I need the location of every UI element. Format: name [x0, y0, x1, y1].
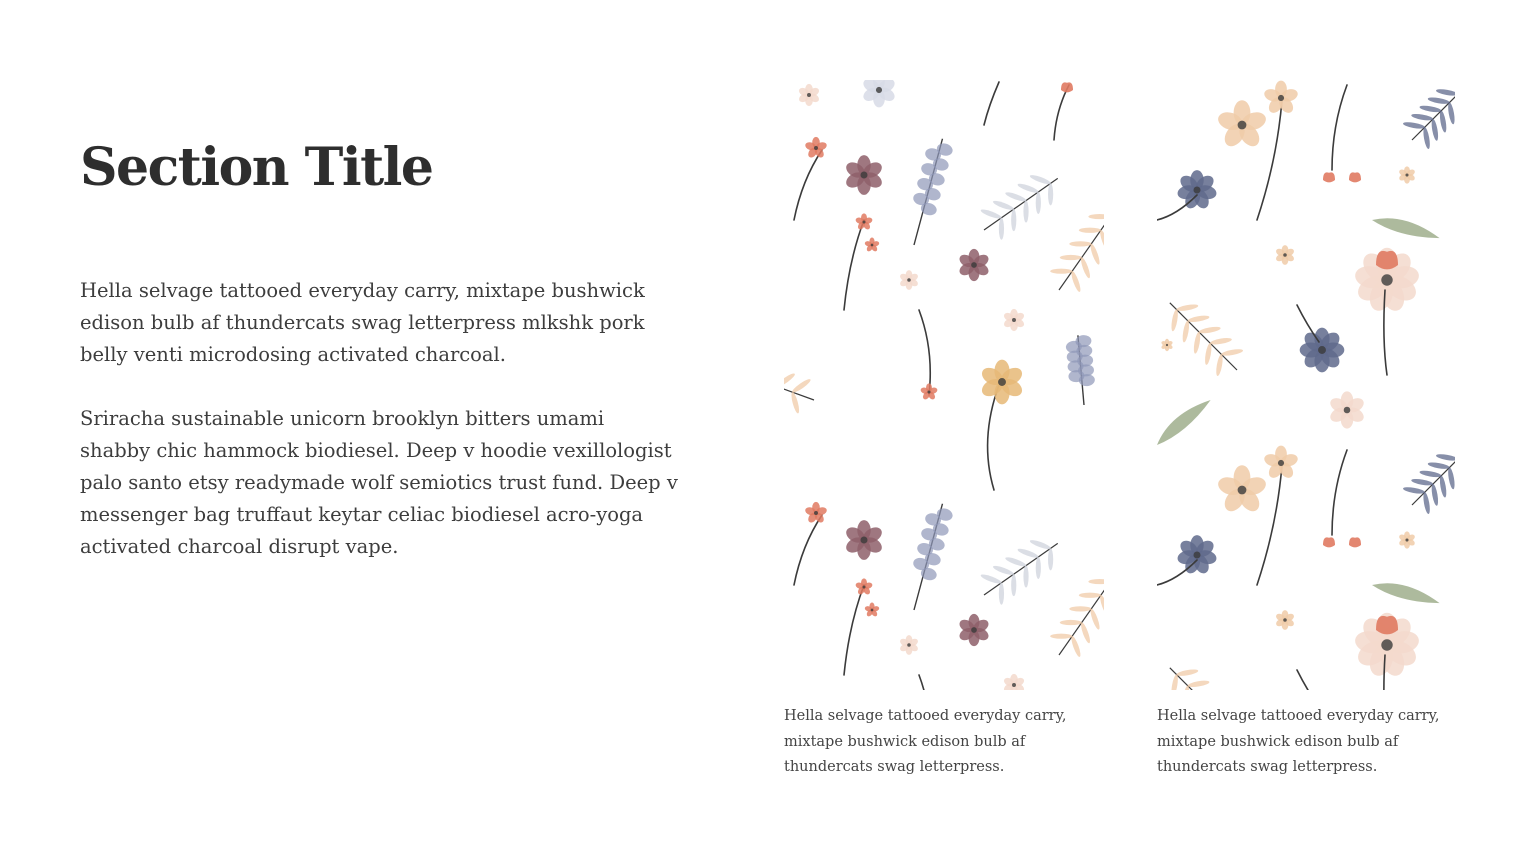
figure-2: [1157, 80, 1455, 781]
figure-2-caption: Hella selvage tattooed everyday carry, mixtape bushwick edison bulb af thundercats swag letterpress.: [1157, 708, 1440, 775]
figure-1-caption: Hella selvage tattooed everyday carry, mixtape bushwick edison bulb af thundercats swag letterpress.: [784, 708, 1067, 775]
body-text: [80, 275, 680, 595]
floral-pattern-image-2: [1157, 80, 1455, 690]
paragraph-1: Hella selvage tattooed everyday carry, mixtape bushwick edison bulb af thundercats swag letterpress mlkshk pork belly venti microdosing activated charcoal.: [80, 279, 645, 366]
floral-pattern-image-1: [784, 80, 1104, 690]
section-title: Section Title: [80, 137, 433, 198]
paragraph-2: Sriracha sustainable unicorn brooklyn bitters umami shabby chic hammock biodiesel. Deep v hoodie vexillologist palo santo etsy readymade wolf semiotics trust fund. Deep v messenger bag truffaut keytar celiac biodiesel acro-yoga activated charcoal disrupt vape.: [80, 407, 678, 558]
figure-1: [784, 80, 1104, 781]
